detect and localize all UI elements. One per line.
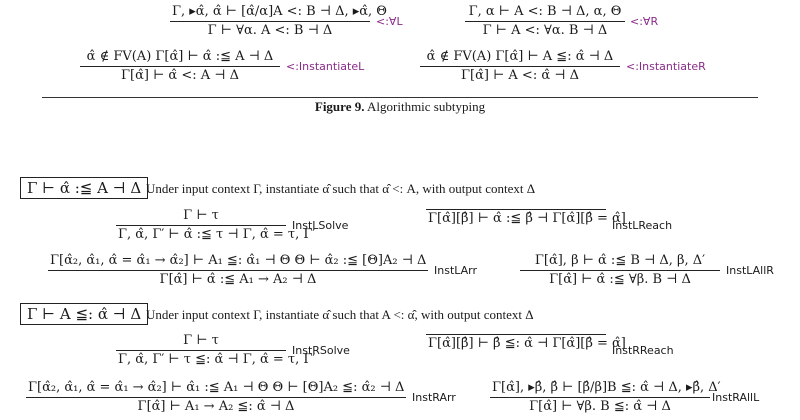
rule-instantiate-l — [80, 49, 280, 84]
inference-bar — [426, 334, 606, 335]
rule-inst-l-reach — [426, 208, 626, 227]
rule-premise: Γ, ▸α̂, α̂ ⊢ [α̂/α]A <: B ⊣ Δ, ▸α̂, Θ — [172, 4, 387, 19]
rule-name: InstLArr — [434, 264, 478, 277]
rule-name: InstRSolve — [292, 344, 350, 357]
rule-conclusion: Γ[α̂] ⊢ α̂ :≦ ∀β. B ⊣ Δ — [549, 272, 691, 287]
rule-conclusion: Γ, α̂, Γ′ ⊢ τ ≦: α̂ ⊣ Γ, α̂ = τ, Γ′ — [118, 352, 316, 367]
rule-premise: Γ[α̂₂, α̂₁, α̂ = α̂₁ → α̂₂] ⊢ α̂₁ :≦ A₁ ⊣ Θ Θ ⊢ [Θ]A₂ ≦: α̂₂ ⊣ Δ — [28, 380, 405, 395]
judgment-description: Under input context Γ, instantiate α̂ such that α̂ <: A, with output context Δ — [146, 181, 536, 196]
rule-name: <:∀R — [630, 15, 659, 28]
rule-conclusion: Γ ⊢ ∀α. A <: B ⊣ Δ — [207, 23, 333, 38]
rule-inst-l-all-r — [520, 253, 720, 288]
inference-bar — [26, 397, 406, 398]
rule-premise: Γ ⊢ τ — [183, 208, 219, 223]
rule-conclusion: Γ ⊢ A <: ∀α. B ⊣ Δ — [482, 23, 608, 38]
inference-bar — [170, 21, 370, 22]
rule-premise: Γ[α̂], β ⊢ α̂ :≦ B ⊣ Δ, β, Δ′ — [534, 253, 706, 268]
rule-forall-l — [170, 4, 387, 39]
rule-name: InstLReach — [612, 219, 673, 232]
rule-conclusion: Γ, α̂, Γ′ ⊢ α̂ :≦ τ ⊣ Γ, α̂ = τ, Γ′ — [118, 227, 316, 242]
rule-name: <:InstantiateR — [626, 60, 706, 73]
rule-premise: α̂ ∉ FV(A) Γ[α̂] ⊢ α̂ :≦ A ⊣ Δ — [86, 49, 274, 64]
inference-bar — [116, 350, 286, 351]
rule-name: InstLAllR — [726, 264, 774, 277]
rule-premise: Γ, α ⊢ A <: B ⊣ Δ, α, Θ — [468, 4, 622, 19]
inference-bar — [465, 21, 625, 22]
rule-inst-l-arr — [48, 253, 428, 288]
rule-inst-r-solve — [116, 333, 316, 368]
inference-bar — [426, 209, 606, 210]
rule-inst-r-reach — [426, 333, 626, 352]
figure-separator — [42, 97, 758, 98]
rule-conclusion: Γ[α̂] ⊢ A₁ → A₂ ≦: α̂ ⊣ Δ — [137, 399, 295, 414]
inference-bar — [520, 270, 720, 271]
rule-premise: Γ ⊢ τ — [183, 333, 219, 348]
rule-inst-r-all-l — [490, 380, 721, 415]
rule-conclusion: Γ[α̂][β̂] ⊢ β̂ ≦: α̂ ⊣ Γ[α̂][β̂ = α̂] — [428, 336, 626, 351]
rule-inst-r-arr — [26, 380, 406, 415]
rule-name: InstRAllL — [712, 391, 760, 404]
figure-label: Figure 9. — [314, 99, 365, 114]
figure-caption — [0, 99, 800, 115]
inference-bar — [490, 397, 710, 398]
rule-conclusion: Γ[α̂] ⊢ α̂ <: A ⊣ Δ — [121, 68, 239, 83]
rule-conclusion: Γ[α̂][β̂] ⊢ α̂ :≦ β̂ ⊣ Γ[α̂][β̂ = α̂] — [428, 211, 626, 226]
rule-name: <:InstantiateL — [286, 60, 365, 73]
judgment-box-right: Γ ⊢ A ≦: α̂ ⊣ Δ — [20, 303, 148, 325]
rule-premise: α̂ ∉ FV(A) Γ[α̂] ⊢ A ≦: α̂ ⊣ Δ — [426, 49, 614, 64]
rule-premise: Γ[α̂₂, α̂₁, α̂ = α̂₁ → α̂₂] ⊢ A₁ ≦: α̂₁ ⊣ Θ Θ ⊢ α̂₂ :≦ [Θ]A₂ ⊣ Δ — [50, 253, 427, 268]
rule-name: <:∀L — [376, 15, 403, 28]
inference-bar — [116, 225, 286, 226]
rule-forall-r — [465, 4, 625, 39]
judgment-description: Under input context Γ, instantiate α̂ such that A <: α̂, with output context Δ — [146, 307, 534, 322]
inference-bar — [48, 270, 428, 271]
rule-instantiate-r — [420, 49, 620, 84]
rule-premise: Γ[α̂], ▸β̂, β̂ ⊢ [β̂/β]B ≦: α̂ ⊣ Δ, ▸β̂, Δ′ — [492, 380, 721, 395]
rule-name: InstRReach — [612, 344, 674, 357]
rule-name: InstLSolve — [292, 219, 349, 232]
inference-bar — [420, 66, 620, 67]
rule-inst-l-solve — [116, 208, 316, 243]
rule-conclusion: Γ[α̂] ⊢ ∀β. B ≦: α̂ ⊣ Δ — [529, 399, 671, 414]
rule-conclusion: Γ[α̂] ⊢ α̂ :≦ A₁ → A₂ ⊣ Δ — [159, 272, 317, 287]
judgment-box-left: Γ ⊢ α̂ :≦ A ⊣ Δ — [20, 177, 148, 199]
inference-bar — [80, 66, 280, 67]
rule-conclusion: Γ[α̂] ⊢ A <: α̂ ⊣ Δ — [461, 68, 579, 83]
figure-title: Algorithmic subtyping — [367, 99, 486, 114]
rule-name: InstRArr — [412, 391, 456, 404]
